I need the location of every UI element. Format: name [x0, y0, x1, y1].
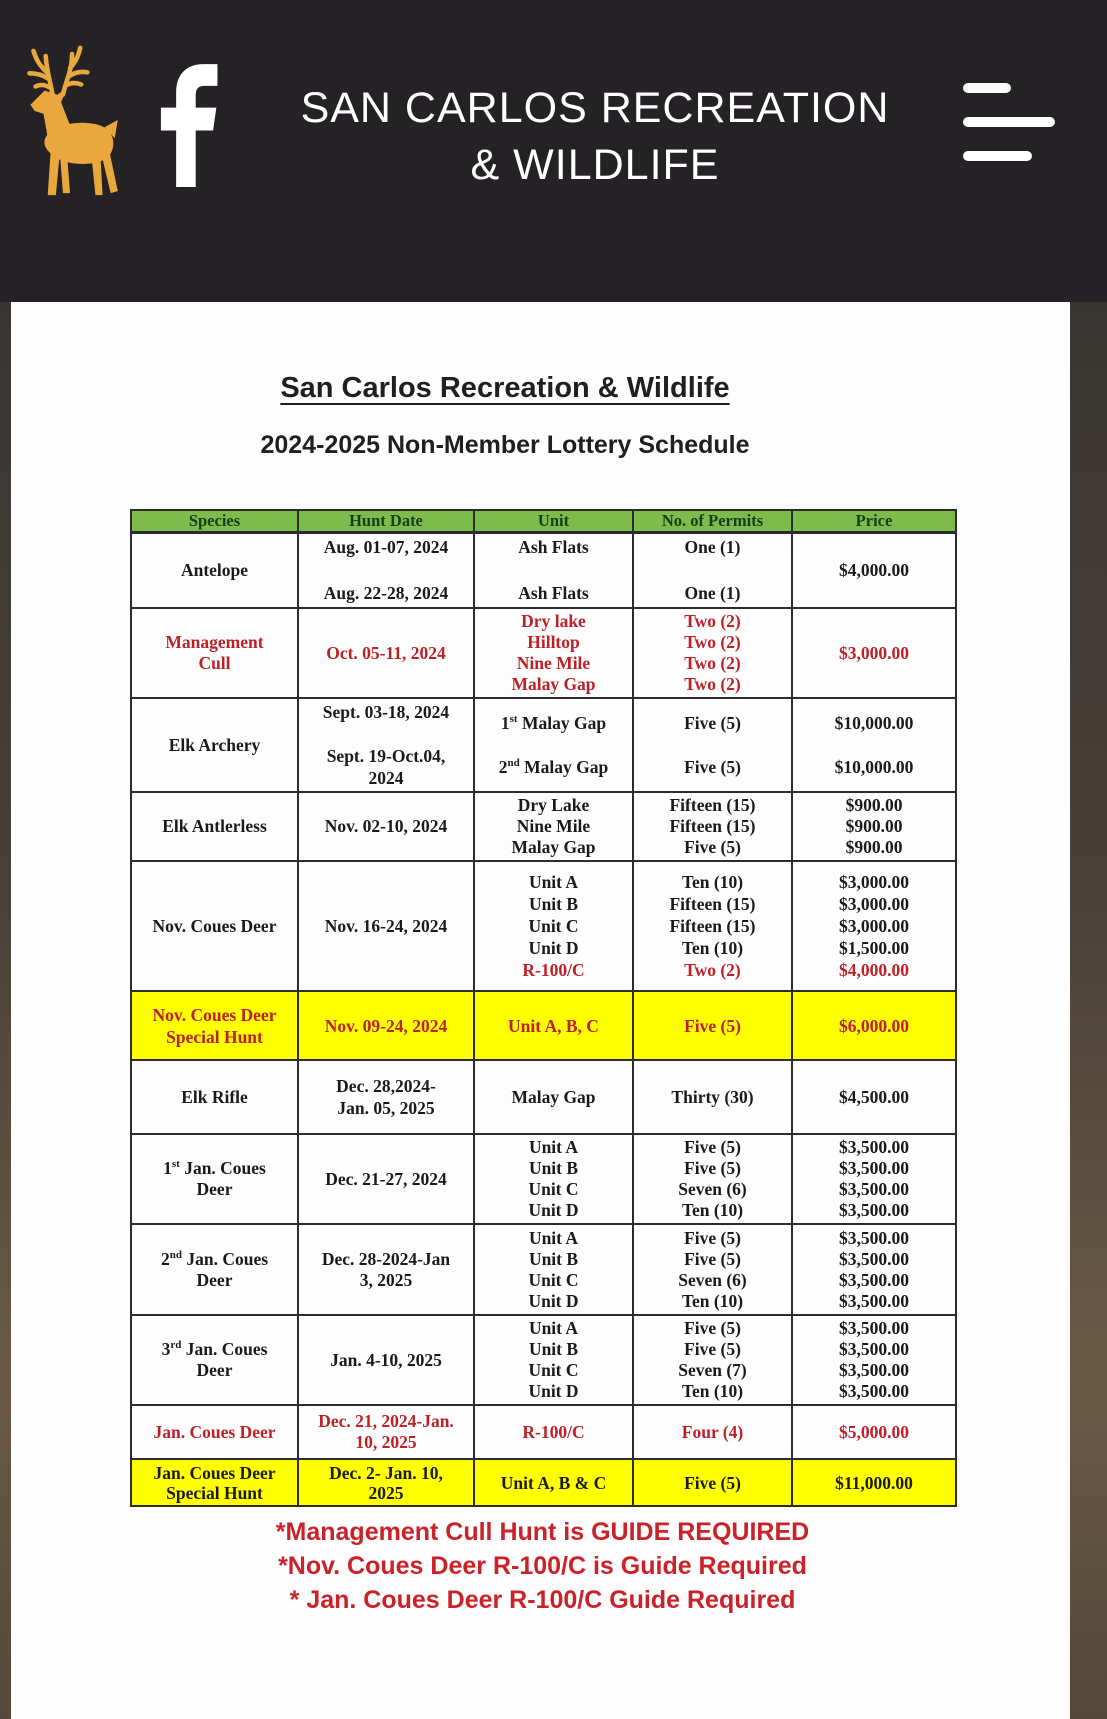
cell-species: Elk Archery: [131, 698, 298, 792]
cell-permits: Two (2) Two (2) Two (2) Two (2): [633, 608, 792, 698]
cell-species: 1st Jan. Coues Deer: [131, 1134, 298, 1224]
cell-permits: One (1) One (1): [633, 533, 792, 609]
cell-unit: 1st Malay Gap 2nd Malay Gap: [474, 698, 633, 792]
deer-logo-icon: [0, 42, 132, 198]
table-row: [131, 1224, 956, 1315]
cell-species: Antelope: [131, 533, 298, 609]
cell-species: Management Cull: [131, 608, 298, 698]
column-header: Unit: [474, 510, 633, 533]
document-panel: [11, 302, 1070, 1719]
cell-species: 3rd Jan. Coues Deer: [131, 1315, 298, 1405]
cell-unit: R-100/C: [474, 1405, 633, 1459]
cell-unit: Unit A, B & C: [474, 1459, 633, 1506]
table-row: [131, 533, 956, 609]
cell-hunt-date: Nov. 16-24, 2024: [298, 861, 474, 991]
cell-hunt-date: Nov. 09-24, 2024: [298, 991, 474, 1060]
cell-price: $900.00 $900.00 $900.00: [792, 792, 956, 861]
guide-notes: [130, 1515, 955, 1617]
cell-hunt-date: Oct. 05-11, 2024: [298, 608, 474, 698]
cell-unit: Unit A, B, C: [474, 991, 633, 1060]
note-line: * Jan. Coues Deer R-100/C Guide Required: [289, 1586, 796, 1614]
cell-price: $3,500.00 $3,500.00 $3,500.00 $3,500.00: [792, 1134, 956, 1224]
table-row: [131, 608, 956, 698]
column-header: Hunt Date: [298, 510, 474, 533]
cell-permits: Thirty (30): [633, 1060, 792, 1134]
hamburger-menu-icon[interactable]: [963, 83, 1058, 165]
column-header: Species: [131, 510, 298, 533]
table-row: [131, 991, 956, 1060]
table-row: [131, 1134, 956, 1224]
cell-species: Nov. Coues Deer Special Hunt: [131, 991, 298, 1060]
cell-price: $4,000.00: [792, 533, 956, 609]
cell-species: Nov. Coues Deer: [131, 861, 298, 991]
cell-hunt-date: Sept. 03-18, 2024 Sept. 19-Oct.04, 2024: [298, 698, 474, 792]
cell-permits: Five (5) Five (5) Seven (6) Ten (10): [633, 1134, 792, 1224]
cell-permits: Five (5) Five (5): [633, 698, 792, 792]
cell-species: Jan. Coues Deer: [131, 1405, 298, 1459]
cell-unit: Dry Lake Nine Mile Malay Gap: [474, 792, 633, 861]
cell-species: Jan. Coues Deer Special Hunt: [131, 1459, 298, 1506]
cell-price: $3,500.00 $3,500.00 $3,500.00 $3,500.00: [792, 1224, 956, 1315]
table-row: [131, 698, 956, 792]
cell-hunt-date: Dec. 21-27, 2024: [298, 1134, 474, 1224]
cell-species: Elk Antlerless: [131, 792, 298, 861]
cell-hunt-date: Dec. 28-2024-Jan 3, 2025: [298, 1224, 474, 1315]
schedule-table: [130, 509, 957, 1507]
cell-price: $10,000.00 $10,000.00: [792, 698, 956, 792]
cell-permits: Ten (10) Fifteen (15) Fifteen (15) Ten (10) Two (2): [633, 861, 792, 991]
cell-permits: Five (5): [633, 991, 792, 1060]
cell-price: $3,500.00 $3,500.00 $3,500.00 $3,500.00: [792, 1315, 956, 1405]
page-title: [210, 80, 980, 194]
cell-permits: Five (5) Five (5) Seven (7) Ten (10): [633, 1315, 792, 1405]
cell-price: $3,000.00: [792, 608, 956, 698]
schedule-document: [25, 302, 985, 1617]
page-title-line1: SAN CARLOS RECREATION: [300, 84, 890, 132]
column-header: Price: [792, 510, 956, 533]
cell-hunt-date: Aug. 01-07, 2024 Aug. 22-28, 2024: [298, 533, 474, 609]
cell-permits: Five (5) Five (5) Seven (6) Ten (10): [633, 1224, 792, 1315]
cell-species: Elk Rifle: [131, 1060, 298, 1134]
cell-permits: Four (4): [633, 1405, 792, 1459]
cell-unit: Dry lake Hilltop Nine Mile Malay Gap: [474, 608, 633, 698]
table-row: [131, 1060, 956, 1134]
table-row: [131, 861, 956, 991]
cell-price: $11,000.00: [792, 1459, 956, 1506]
table-row: [131, 1315, 956, 1405]
cell-permits: Fifteen (15) Fifteen (15) Five (5): [633, 792, 792, 861]
cell-unit: Unit A Unit B Unit C Unit D R-100/C: [474, 861, 633, 991]
document-subtitle: 2024-2025 Non-Member Lottery Schedule: [260, 431, 750, 459]
document-title: San Carlos Recreation & Wildlife: [280, 372, 730, 404]
cell-price: $3,000.00 $3,000.00 $3,000.00 $1,500.00 $4,000.00: [792, 861, 956, 991]
cell-price: $6,000.00: [792, 991, 956, 1060]
cell-price: $4,500.00: [792, 1060, 956, 1134]
cell-hunt-date: Dec. 28,2024- Jan. 05, 2025: [298, 1060, 474, 1134]
column-header: No. of Permits: [633, 510, 792, 533]
cell-unit: Unit A Unit B Unit C Unit D: [474, 1315, 633, 1405]
cell-permits: Five (5): [633, 1459, 792, 1506]
cell-unit: Unit A Unit B Unit C Unit D: [474, 1134, 633, 1224]
page-title-line2: & WILDLIFE: [470, 141, 720, 189]
cell-hunt-date: Nov. 02-10, 2024: [298, 792, 474, 861]
cell-species: 2nd Jan. Coues Deer: [131, 1224, 298, 1315]
cell-hunt-date: Dec. 2- Jan. 10, 2025: [298, 1459, 474, 1506]
cell-unit: Ash Flats Ash Flats: [474, 533, 633, 609]
table-row: [131, 1405, 956, 1459]
cell-price: $5,000.00: [792, 1405, 956, 1459]
note-line: *Management Cull Hunt is GUIDE REQUIRED: [275, 1518, 810, 1546]
cell-hunt-date: Dec. 21, 2024-Jan. 10, 2025: [298, 1405, 474, 1459]
cell-unit: Unit A Unit B Unit C Unit D: [474, 1224, 633, 1315]
table-header-row: [131, 510, 956, 533]
table-row: [131, 792, 956, 861]
app-header: [0, 0, 1107, 302]
note-line: *Nov. Coues Deer R-100/C is Guide Required: [278, 1552, 807, 1580]
cell-hunt-date: Jan. 4-10, 2025: [298, 1315, 474, 1405]
table-row: [131, 1459, 956, 1506]
cell-unit: Malay Gap: [474, 1060, 633, 1134]
